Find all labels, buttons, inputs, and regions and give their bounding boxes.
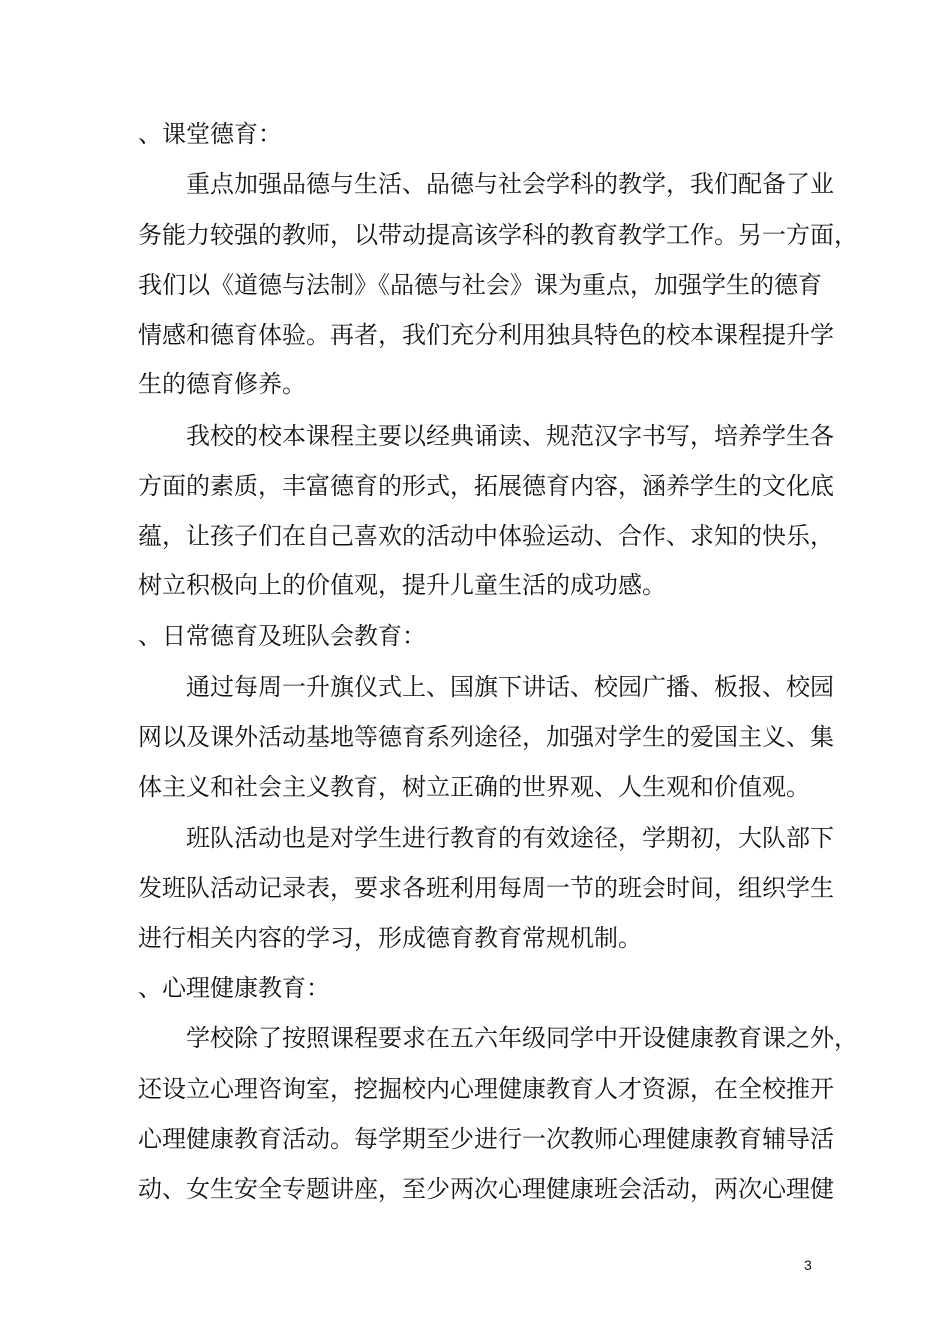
paragraph-line: 心理健康教育活动。每学期至少进行一次教师心理健康教育辅导活 xyxy=(138,1125,834,1153)
section-heading-daily-moral-education: 、日常德育及班队会教育： xyxy=(138,622,426,650)
paragraph-line: 动、女生安全专题讲座，至少两次心理健康班会活动，两次心理健 xyxy=(138,1175,834,1203)
paragraph-line: 通过每周一升旗仪式上、国旗下讲话、校园广播、板报、校园 xyxy=(138,673,834,701)
paragraph-line: 蕴，让孩子们在自己喜欢的活动中体验运动、合作、求知的快乐， xyxy=(138,522,834,550)
paragraph-line: 我校的校本课程主要以经典诵读、规范汉字书写，培养学生各 xyxy=(138,422,834,450)
section-heading-classroom-moral-education: 、课堂德育： xyxy=(138,120,282,148)
paragraph-line: 生的德育修养。 xyxy=(138,370,306,398)
paragraph-line: 重点加强品德与生活、品德与社会学科的教学，我们配备了业 xyxy=(138,170,834,198)
paragraph-line: 我们以《道德与法制》《品德与社会》课为重点，加强学生的德育 xyxy=(138,271,822,299)
paragraph-line: 情感和德育体验。再者，我们充分利用独具特色的校本课程提升学 xyxy=(138,321,834,349)
paragraph-line: 进行相关内容的学习，形成德育教育常规机制。 xyxy=(138,924,642,952)
page-number: 3 xyxy=(804,1257,812,1273)
paragraph-line: 务能力较强的教师，以带动提高该学科的教育教学工作。另一方面， xyxy=(138,221,858,249)
paragraph-line: 网以及课外活动基地等德育系列途径，加强对学生的爱国主义、集 xyxy=(138,723,834,751)
paragraph-line: 方面的素质，丰富德育的形式，拓展德育内容，涵养学生的文化底 xyxy=(138,472,834,500)
paragraph-line: 学校除了按照课程要求在五六年级同学中开设健康教育课之外， xyxy=(138,1024,858,1052)
section-heading-mental-health-education: 、心理健康教育： xyxy=(138,974,330,1002)
paragraph-line: 树立积极向上的价值观，提升儿童生活的成功感。 xyxy=(138,571,666,599)
paragraph-line: 体主义和社会主义教育，树立正确的世界观、人生观和价值观。 xyxy=(138,773,810,801)
paragraph-line: 发班队活动记录表，要求各班利用每周一节的班会时间，组织学生 xyxy=(138,874,834,902)
paragraph-line: 班队活动也是对学生进行教育的有效途径，学期初，大队部下 xyxy=(138,824,834,852)
paragraph-line: 还设立心理咨询室，挖掘校内心理健康教育人才资源，在全校推开 xyxy=(138,1075,834,1103)
